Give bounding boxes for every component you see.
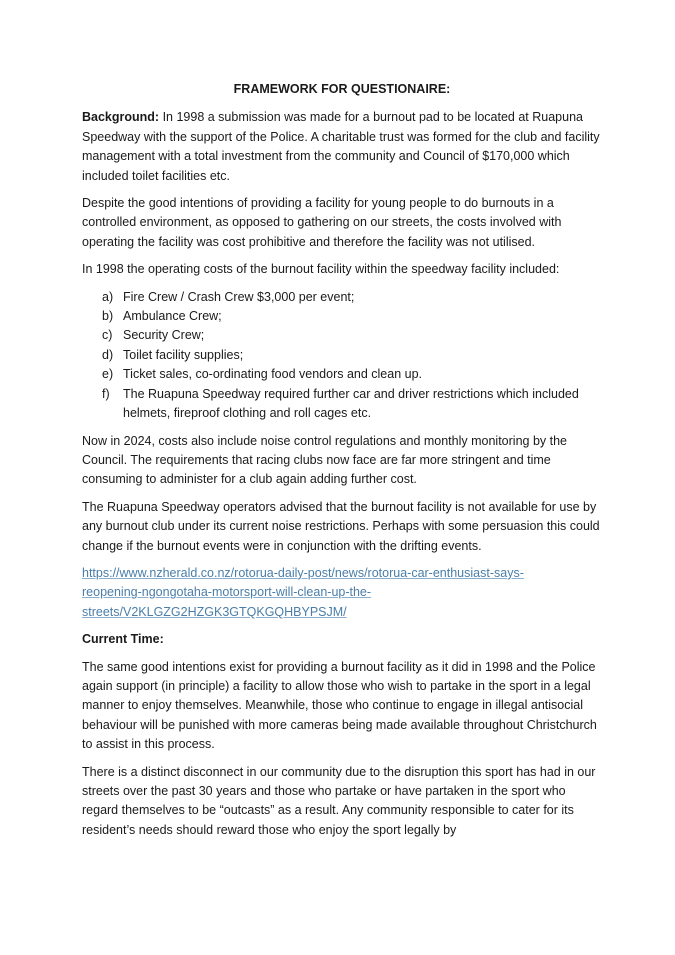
- operators-paragraph: The Ruapuna Speedway operators advised that the burnout facility is not available for use by any burnout club under its current noise restrictions. Perhaps with some persuasion this could change if the burnout events were in conjunction with the drifting events.: [82, 499, 600, 553]
- list-item: [82, 346, 602, 365]
- list-item-text: The Ruapuna Speedway required further car and driver restrictions which included helmets, fireproof clothing and roll cages etc.: [123, 386, 579, 421]
- list-item-text: Toilet facility supplies;: [123, 347, 244, 362]
- list-marker: f): [102, 386, 110, 401]
- background-label: Background:: [82, 110, 160, 125]
- disconnect-paragraph: There is a distinct disconnect in our community due to the disruption this sport has had in our streets over the past 30 years and those who partake or have partaken in the sport who regard themselves to be “outcasts” as a result. Any community responsible to cater for its resident’s needs should reward those who enjoy the sport legally by: [82, 764, 596, 837]
- list-marker: b): [102, 309, 114, 324]
- link-line: streets/V2KLGZG2HZGK3GTQKGQHBYPSJM/: [82, 604, 347, 619]
- list-item-text: Ticket sales, co-ordinating food vendors and clean up.: [123, 367, 423, 382]
- document-page: [82, 80, 602, 848]
- intentions-paragraph: Despite the good intentions of providing a facility for young people to do burnouts in a controlled environment, as opposed to gathering on our streets, the costs involved with operating the facility was cost prohibitive and therefore the facility was not utilised.: [82, 196, 562, 249]
- background-text: In 1998 a submission was made for a burnout pad to be located at Ruapuna Speedway with the support of the Police. A charitable trust was formed for the club and facility management with a total investment from the community and Council of $170,000 which included toilet facilities etc.: [82, 110, 600, 183]
- news-article-link[interactable]: [82, 566, 524, 619]
- list-marker: d): [102, 347, 114, 362]
- current-time-heading: Current Time:: [82, 632, 164, 647]
- list-item: [82, 365, 602, 384]
- list-item: [82, 288, 602, 307]
- list-marker: e): [102, 367, 114, 382]
- cost-items-list: [82, 288, 602, 424]
- year-2024-paragraph: Now in 2024, costs also include noise control regulations and monthly monitoring by the Council. The requirements that racing clubs now face are far more stringent and time consuming to administer for a club again adding further cost.: [82, 433, 567, 487]
- document-title: FRAMEWORK FOR QUESTIONAIRE:: [233, 82, 451, 96]
- list-item: [82, 385, 602, 424]
- costs-intro-paragraph: In 1998 the operating costs of the burnout facility within the speedway facility included:: [82, 262, 560, 277]
- list-item-text: Fire Crew / Crash Crew $3,000 per event;: [123, 289, 355, 304]
- background-paragraph: [82, 108, 602, 186]
- list-marker: c): [102, 328, 113, 343]
- list-item-text: Security Crew;: [123, 328, 205, 343]
- news-link-paragraph: [82, 564, 602, 622]
- list-item-text: Ambulance Crew;: [123, 309, 222, 324]
- list-item: [82, 326, 602, 345]
- link-line: https://www.nzherald.co.nz/rotorua-daily-post/news/rotorua-car-enthusiast-says-: [82, 565, 524, 580]
- current-time-paragraph: The same good intentions exist for providing a burnout facility as it did in 1998 and the Police again support (in principle) a facility to allow those who wish to partake in the sport in a legal manner to enjoy themselves. Meanwhile, those who continue to engage in illegal antisocial behaviour will be punished with more cameras being made available throughout Christchurch to assist in this process.: [82, 659, 597, 752]
- link-line: reopening-ngongotaha-motorsport-will-clean-up-the-: [82, 585, 372, 600]
- list-marker: a): [102, 289, 114, 304]
- list-item: [82, 307, 602, 326]
